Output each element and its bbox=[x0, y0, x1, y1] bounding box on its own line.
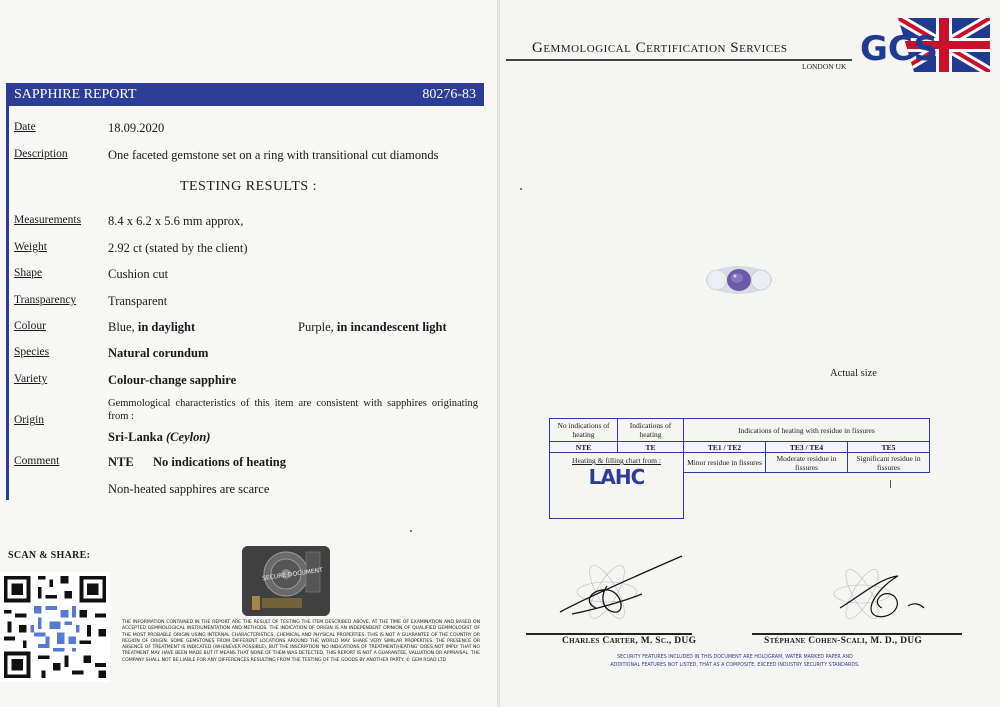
te-code: TE bbox=[618, 442, 684, 453]
variety-value: Colour-change sapphire bbox=[108, 373, 237, 387]
qr-code[interactable] bbox=[0, 572, 110, 682]
colour-incandescent bbox=[298, 320, 447, 335]
residue-header: Indications of heating with residue in fissures bbox=[684, 419, 930, 442]
comment-code: NTE bbox=[108, 455, 134, 469]
description-label: Description bbox=[14, 148, 68, 160]
origin-value bbox=[108, 430, 210, 445]
transparency-value: Transparent bbox=[108, 294, 168, 308]
page-fold bbox=[497, 0, 500, 707]
empty-cell bbox=[684, 473, 766, 519]
te34-desc: Moderate residue in fissures bbox=[766, 453, 848, 473]
shape-value: Cushion cut bbox=[108, 267, 169, 281]
colour-label: Colour bbox=[14, 320, 46, 332]
paper-speck bbox=[520, 188, 522, 190]
report-title: SAPPHIRE REPORT bbox=[14, 86, 137, 102]
testing-results-heading: TESTING RESULTS : bbox=[179, 179, 318, 194]
secure-document-seal bbox=[242, 546, 330, 616]
origin-region: (Ceylon) bbox=[166, 430, 211, 444]
colour-incandescent-cond: in incandescent light bbox=[336, 320, 447, 334]
signature-line-right bbox=[752, 633, 962, 635]
empty-cell bbox=[766, 473, 848, 519]
description-value: One faceted gemstone set on a ring with transitional cut diamonds bbox=[108, 148, 439, 162]
measurements-label: Measurements bbox=[14, 214, 82, 226]
note-value: Non-heated sapphires are scarce bbox=[108, 482, 270, 496]
lab-name-underline bbox=[506, 59, 852, 61]
species-value: Natural corundum bbox=[108, 346, 209, 360]
measurements-value: 8.4 x 6.2 x 5.6 mm approx, bbox=[108, 214, 244, 228]
transparency-label: Transparency bbox=[14, 294, 77, 306]
signature-left bbox=[552, 552, 692, 632]
nte-header: No indications of heating bbox=[550, 419, 618, 442]
te34-code: TE3 / TE4 bbox=[766, 442, 848, 453]
weight-value: 2.92 ct (stated by the client) bbox=[108, 241, 248, 255]
shape-label: Shape bbox=[14, 267, 43, 279]
report-border bbox=[6, 106, 9, 500]
origin-label: Origin bbox=[14, 414, 45, 426]
te12-desc: Minor residue in fissures bbox=[684, 453, 766, 473]
paper-speck bbox=[890, 480, 891, 488]
te5-desc: Significant residue in fissures bbox=[848, 453, 930, 473]
variety-label: Variety bbox=[14, 373, 48, 385]
origin-country: Sri-Lanka bbox=[108, 430, 167, 444]
lab-location: LONDON UK bbox=[802, 62, 847, 71]
empty-cell bbox=[848, 473, 930, 519]
origin-description: Gemmological characteristics of this item are consistent with sapphires originating from : bbox=[108, 398, 478, 422]
chart-cell bbox=[550, 453, 684, 519]
heating-indication-table bbox=[549, 418, 930, 519]
ring-photo bbox=[704, 262, 774, 298]
comment-value: No indications of heating bbox=[153, 455, 287, 469]
security-note: SECURITY FEATURES INCLUDED IN THIS DOCUMENT ARE HOLOGRAM, WATER MARKED PAPER AND ADDITIONAL FEATURES NOT LISTED, THAT AS A COMPOSITE, EXCEED INDUSTRY SECURITY STANDARDS. bbox=[610, 655, 860, 668]
colour-incandescent-name: Purple, bbox=[298, 320, 337, 334]
gcs-union-jack-logo bbox=[858, 16, 992, 74]
species-label: Species bbox=[14, 346, 50, 358]
date-label: Date bbox=[14, 121, 36, 133]
signatory-left: Charles Carter, M. Sc., DUG bbox=[562, 636, 697, 646]
signature-right bbox=[820, 556, 930, 632]
lahc-logo: LAHC bbox=[588, 465, 645, 489]
te5-code: TE5 bbox=[848, 442, 930, 453]
signatory-right: Stéphane Cohen-Scali, M. D., DUG bbox=[764, 636, 923, 646]
report-header bbox=[6, 83, 484, 106]
comment-label: Comment bbox=[14, 455, 60, 467]
disclaimer-text: THE INFORMATION CONTAINED IN THE REPORT ARE THE RESULT OF TESTING THE ITEM DESCRIBED ABOVE, AT THE TIME OF EXAMINATION AND BASED ON ACCEPTED GEMMOLOGICAL INSTRUMENTATION AND METHODS. THE INDICATION OF ORIGIN IS AN INDEPENDENT OPINION OF QUALIFIED GEMMOLOGIST OF THE MOST PROBABLE ORIGIN USING INTERNAL CHARACTERISTICS, CHEMICAL AND PHYSICAL PROPERTIES. THIS IS NOT A GUARANTEE OF THE COUNTRY OR REGION OF ORIGIN. SOME GEMSTONES FROM DIFFERENT LOCATIONS AROUND THE WORLD MAY SHARE VERY SIMILAR PROPERTIES. THE PRESENCE OR ABSENCE OF TREATMENT IS INDICATED (WHENEVER POSSIBLE), BUT THE INSCRIPTION 'NO INDICATIONS OF TREATMENT/HEATING' DOES NOT IMPLY THAT NO TREATMENT MAY HAVE BEEN MADE BUT IT MEANS THAT NONE OF THEM WAS DETECTED. THIS REPORT IS NOT A GUARANTEE, VALUATION OR APPRAISAL. THE COMPANY SHALL NOT BE LIABLE FOR ANY DIFFERENCES RESULTING FROM THE TESTING OF THE GOODS BY ANOTHER PARTY. © GEM ROAD LTD bbox=[122, 620, 480, 663]
chart-link[interactable]: Heating & filling chart from : bbox=[572, 456, 661, 465]
actual-size-caption: Actual size bbox=[830, 368, 877, 379]
seal-text: SECURE DOCUMENT bbox=[261, 566, 324, 583]
nte-code: NTE bbox=[550, 442, 618, 453]
te-header: Indications of heating bbox=[618, 419, 684, 442]
paper-speck bbox=[410, 530, 412, 532]
colour-daylight-cond: in daylight bbox=[137, 320, 196, 334]
colour-daylight-name: Blue, bbox=[108, 320, 138, 334]
logo-text: GCS bbox=[860, 29, 938, 69]
te12-code: TE1 / TE2 bbox=[684, 442, 766, 453]
colour-daylight bbox=[108, 320, 195, 335]
scan-share-label: SCAN & SHARE: bbox=[8, 550, 91, 561]
date-value: 18.09.2020 bbox=[108, 121, 165, 135]
signature-line-left bbox=[526, 633, 692, 635]
weight-label: Weight bbox=[14, 241, 47, 253]
report-number: 80276-83 bbox=[422, 86, 476, 102]
lab-name: Gemmological Certification Services bbox=[532, 40, 788, 56]
